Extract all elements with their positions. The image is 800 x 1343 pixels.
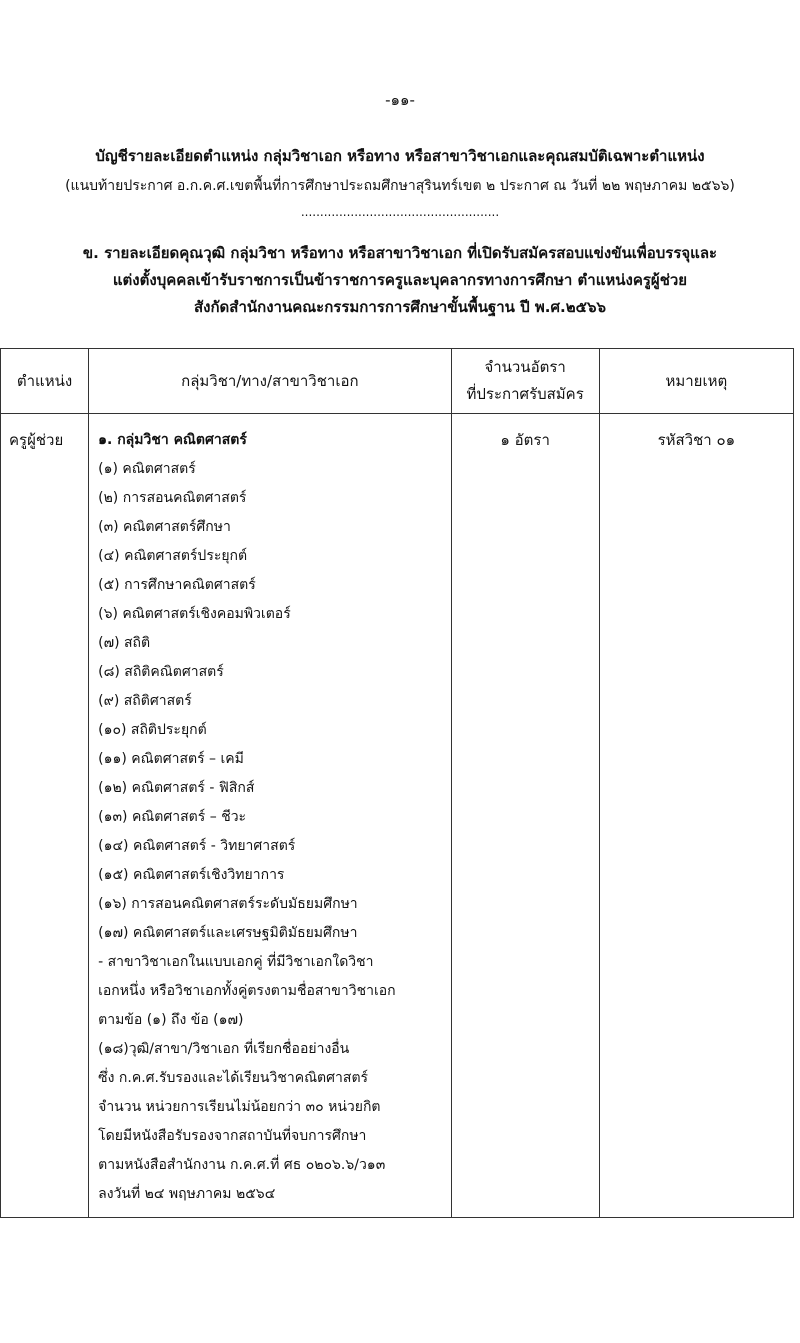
major-list: [98, 455, 440, 948]
list-item: (๘) สถิติคณิตศาสตร์: [98, 664, 224, 680]
list-item: (๗) สถิติ: [98, 635, 151, 651]
other-name-line: โดยมีหนังสือรับรองจากสถาบันที่จบการศึกษา: [98, 1128, 367, 1144]
list-item: (๔) คณิตศาสตร์ประยุกต์: [98, 548, 248, 564]
list-item: (๑๐) สถิติประยุกต์: [98, 722, 207, 738]
dotted-separator: ....................................................: [300, 205, 500, 219]
header-major: กลุ่มวิชา/ทาง/สาขาวิชาเอก: [89, 349, 451, 414]
section-heading-line-3: สังกัดสำนักงานคณะกรรมการการศึกษาขั้นพื้นฐาน ปี พ.ศ.๒๕๖๖: [193, 298, 606, 316]
double-major-line: เอกหนึ่ง หรือวิชาเอกทั้งคู่ตรงตามชื่อสาขาวิชาเอก: [98, 983, 396, 999]
cell-count: ๑ อัตรา: [451, 414, 599, 1218]
header-position: ตำแหน่ง: [1, 349, 89, 414]
table-row: [1, 414, 794, 1218]
list-item: (๑๓) คณิตศาสตร์ – ชีวะ: [98, 809, 247, 825]
other-name-line: ซึ่ง ก.ค.ศ.รับรองและได้เรียนวิชาคณิตศาสตร์: [98, 1070, 369, 1086]
qualification-table: [0, 348, 794, 1218]
double-major-line: - สาขาวิชาเอกในแบบเอกคู่ ที่มีวิชาเอกใดวิชา: [98, 954, 374, 970]
list-item: (๑๗) คณิตศาสตร์และเศรษฐมิติมัธยมศึกษา: [98, 925, 358, 941]
list-item: (๑) คณิตศาสตร์: [98, 461, 196, 477]
header-count-line-2: ที่ประกาศรับสมัคร: [466, 385, 584, 403]
section-heading: [0, 240, 800, 321]
double-major-line: ตามข้อ (๑) ถึง ข้อ (๑๗): [98, 1012, 244, 1028]
list-item: (๑๑) คณิตศาสตร์ – เคมี: [98, 751, 244, 767]
other-name-line: ตามหนังสือสำนักงาน ก.ค.ศ.ที่ ศธ ๐๒๐๖.๖/ว๑๓: [98, 1157, 386, 1173]
cell-note: รหัสวิชา ๐๑: [599, 414, 793, 1218]
header-count-line-1: จำนวนอัตรา: [484, 358, 566, 376]
list-item: (๑๔) คณิตศาสตร์ - วิทยาศาสตร์: [98, 838, 296, 854]
page-number: -๑๑-: [385, 91, 415, 109]
list-item: (๙) สถิติศาสตร์: [98, 693, 192, 709]
section-heading-line-1: ข. รายละเอียดคุณวุฒิ กลุ่มวิชา หรือทาง หรือสาขาวิชาเอก ที่เปิดรับสมัครสอบแข่งขันเพื่อบรรจุและ: [82, 244, 718, 262]
other-name-line: ลงวันที่ ๒๔ พฤษภาคม ๒๕๖๔: [98, 1186, 276, 1202]
list-item: (๓) คณิตศาสตร์ศึกษา: [98, 519, 231, 535]
cell-major: [89, 414, 451, 1218]
other-name-line: (๑๘)วุฒิ/สาขา/วิชาเอก ที่เรียกชื่ออย่างอื่น: [98, 1041, 350, 1057]
other-name-line: จำนวน หน่วยการเรียนไม่น้อยกว่า ๓๐ หน่วยกิต: [98, 1099, 381, 1115]
document-title: บัญชีรายละเอียดตำแหน่ง กลุ่มวิชาเอก หรือทาง หรือสาขาวิชาเอกและคุณสมบัติเฉพาะตำแหน่ง: [95, 147, 705, 165]
list-item: (๑๖) การสอนคณิตศาสตร์ระดับมัธยมศึกษา: [98, 896, 358, 912]
list-item: (๑๕) คณิตศาสตร์เชิงวิทยาการ: [98, 867, 285, 883]
double-major-note: [98, 948, 440, 1035]
list-item: (๑๒) คณิตศาสตร์ - ฟิสิกส์: [98, 780, 255, 796]
group-title: ๑. กลุ่มวิชา คณิตศาสตร์: [98, 432, 247, 448]
other-name-note: [98, 1035, 440, 1209]
list-item: (๒) การสอนคณิตศาสตร์: [98, 490, 247, 506]
header-note: หมายเหตุ: [599, 349, 793, 414]
header-count: [451, 349, 599, 414]
document-subtitle: (แนบท้ายประกาศ อ.ก.ค.ศ.เขตพื้นที่การศึกษาประถมศึกษาสุรินทร์เขต ๒ ประกาศ ณ วันที่ ๒๒ พฤษภาคม ๒๕๖๖): [65, 178, 735, 194]
list-item: (๕) การศึกษาคณิตศาสตร์: [98, 577, 256, 593]
section-heading-line-2: แต่งตั้งบุคคลเข้ารับราชการเป็นข้าราชการครูและบุคลากรทางการศึกษา ตำแหน่งครูผู้ช่วย: [112, 271, 688, 289]
list-item: (๖) คณิตศาสตร์เชิงคอมพิวเตอร์: [98, 606, 291, 622]
cell-position: ครูผู้ช่วย: [1, 414, 89, 1218]
table-header-row: [1, 349, 794, 414]
